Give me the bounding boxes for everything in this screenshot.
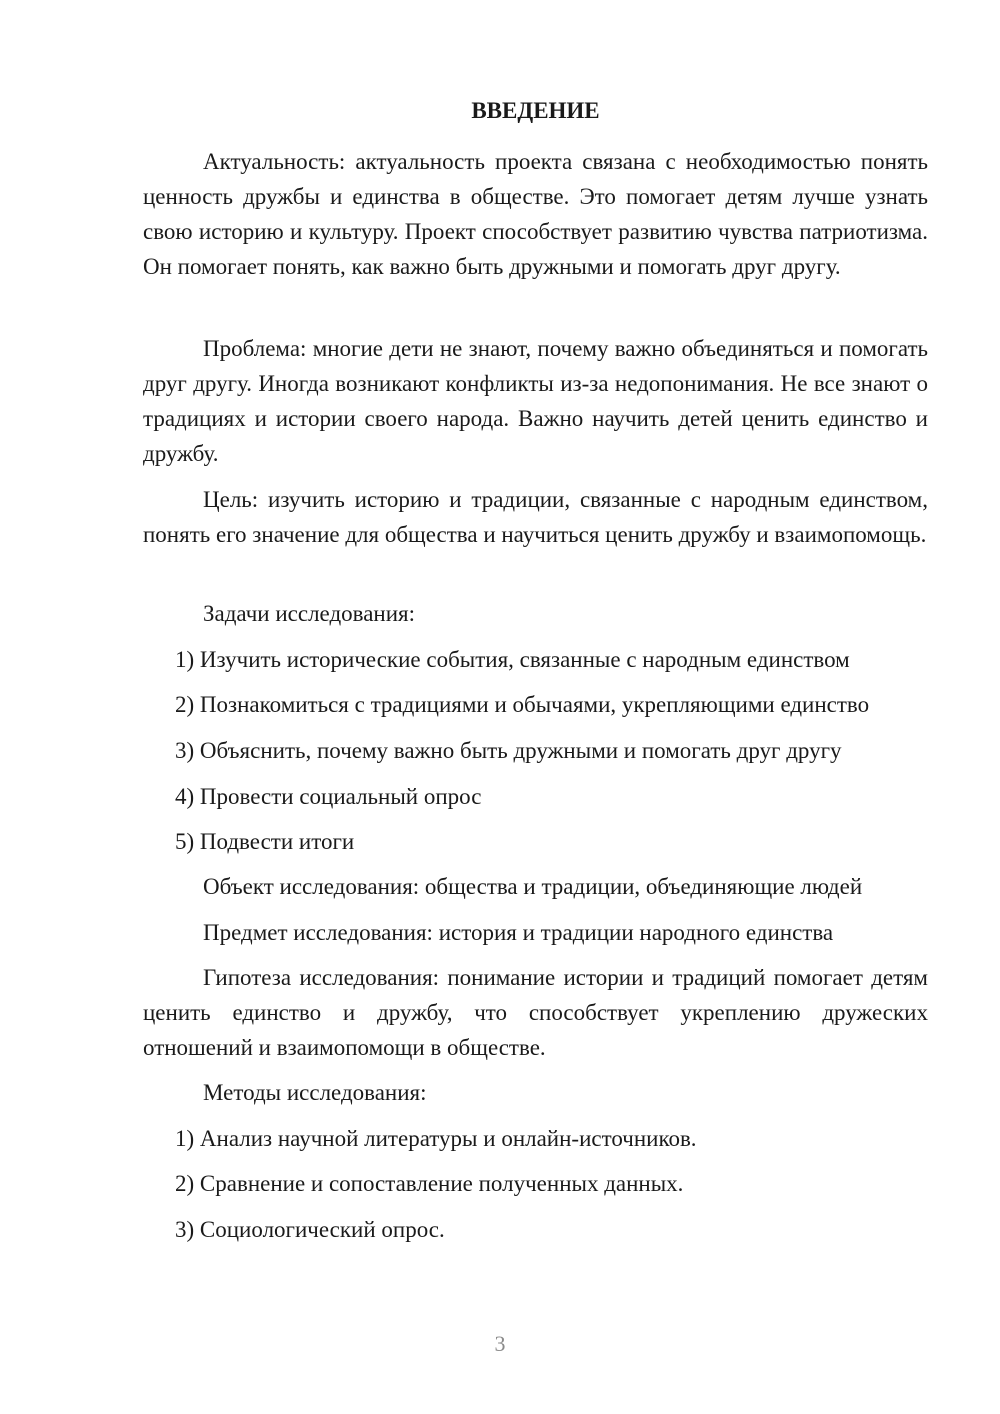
task-item: 4) Провести социальный опрос (175, 784, 482, 809)
method-item: 3) Социологический опрос. (175, 1217, 445, 1242)
page-number: 3 (494, 1331, 506, 1356)
paragraph-hypothesis: Гипотеза исследования: понимание истории и традиций помогает детям ценить единство и дружбу, что способствует укреплению дружеских отношений и взаимопомощи в обществе. (143, 965, 928, 1060)
paragraph-relevance: Актуальность: актуальность проекта связана с необходимостью понять ценность дружбы и единства в обществе. Это помогает детям лучше узнать свою историю и культуру. Проект способствует развитию чувства патриотизма. Он помогает понять, как важно быть дружными и помогать друг другу. (143, 149, 928, 279)
research-object: Объект исследования: общества и традиции, объединяющие людей (203, 874, 863, 899)
methods-heading: Методы исследования: (203, 1080, 427, 1105)
tasks-heading: Задачи исследования: (203, 601, 416, 626)
method-item: 1) Анализ научной литературы и онлайн-источников. (175, 1126, 697, 1151)
task-item: 3) Объяснить, почему важно быть дружными и помогать друг другу (175, 738, 842, 763)
section-title: ВВЕДЕНИЕ (471, 98, 600, 123)
method-item: 2) Сравнение и сопоставление полученных данных. (175, 1171, 684, 1196)
task-item: 2) Познакомиться с традициями и обычаями, укрепляющими единство (175, 692, 870, 717)
task-item: 5) Подвести итоги (175, 829, 355, 854)
paragraph-problem: Проблема: многие дети не знают, почему важно объединяться и помогать друг другу. Иногда возникают конфликты из-за недопонимания. Не все знают о традициях и истории своего народа. Важно научить детей ценить единство и дружбу. (143, 336, 928, 466)
research-subject: Предмет исследования: история и традиции народного единства (203, 920, 834, 945)
paragraph-goal: Цель: изучить историю и традиции, связанные с народным единством, понять его значение для общества и научиться ценить дружбу и взаимопомощь. (143, 487, 928, 547)
task-item: 1) Изучить исторические события, связанные с народным единством (175, 647, 850, 672)
